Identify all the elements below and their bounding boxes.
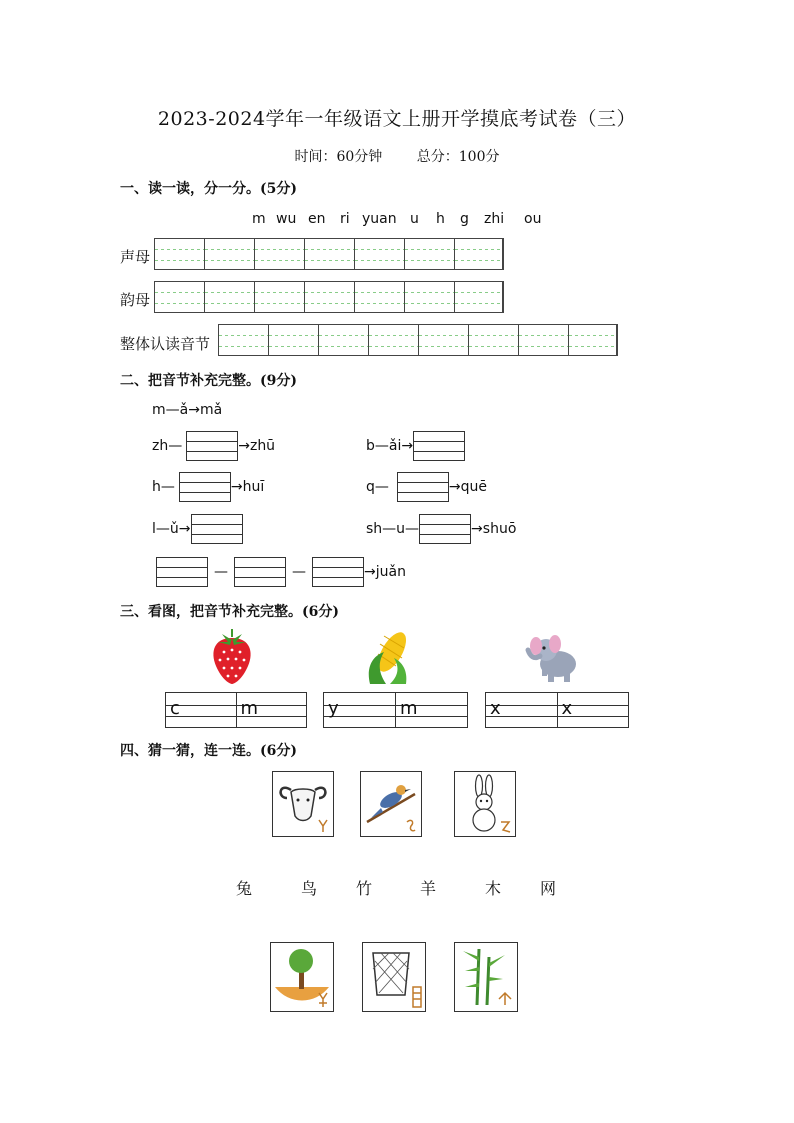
net-icon [363,943,425,1011]
page-subtitle [0,146,794,166]
syllable-item-juan: — — →juǎn [156,557,406,587]
pinyin-item: m [252,211,266,227]
char-item[interactable]: 竹 [356,879,373,898]
strawberry-icon [208,628,256,686]
four-line-box[interactable] [312,557,364,587]
net-card[interactable] [362,942,426,1012]
bird-icon [361,772,421,836]
four-line-box[interactable] [191,514,243,544]
syllable-item-bai: b—ǎi→ [366,431,465,461]
row-label-zhengti: 整体认读音节 [120,335,211,353]
char-item[interactable]: 鸟 [301,879,318,898]
syllable-item-shuo: sh—u— →shuō [366,514,516,544]
tree-icon [271,943,333,1011]
char-item[interactable]: 木 [485,879,502,898]
picture-syllable-box-1[interactable]: c m [165,692,307,728]
score-label: 总分：100分 [416,149,500,165]
row-label-shengmu: 声母 [120,248,151,266]
example-syllable: m—ǎ→mǎ [152,402,223,418]
pinyin-item: wu [276,211,297,227]
goat-card[interactable] [272,771,334,837]
grid-zhengti[interactable] [218,324,618,356]
rabbit-icon [455,772,515,836]
four-line-box[interactable] [419,514,471,544]
bamboo-icon [455,943,517,1011]
four-line-box[interactable] [186,431,238,461]
picture-syllable-box-3[interactable]: x x [485,692,629,728]
syllable-item-hui: h— →huī [152,472,264,502]
grid-yunmu[interactable] [154,281,504,313]
four-line-box[interactable] [397,472,449,502]
goat-icon [273,772,333,836]
four-line-box[interactable] [234,557,286,587]
pinyin-item: u [410,211,419,227]
bamboo-card[interactable] [454,942,518,1012]
pinyin-item: en [308,211,326,227]
pinyin-item: zhi [484,211,505,227]
four-line-box[interactable] [179,472,231,502]
syllable-item-que: q— →quē [366,472,487,502]
pinyin-item: h [436,211,445,227]
rabbit-card[interactable] [454,771,516,837]
row-label-yunmu: 韵母 [120,291,151,309]
char-item[interactable]: 网 [540,879,557,898]
grid-shengmu[interactable] [154,238,504,270]
page-title: 2023-2024学年一年级语文上册开学摸底考试卷（三） [157,108,637,130]
section3-heading: 三、看图，把音节补充完整。(6分) [120,604,339,620]
tree-card[interactable] [270,942,334,1012]
bird-card[interactable] [360,771,422,837]
syllable-item-lu: l—ǔ→ [152,514,243,544]
pinyin-item: g [460,211,469,227]
char-item[interactable]: 羊 [420,879,437,898]
corn-icon [362,628,414,686]
section1-heading: 一、读一读，分一分。(5分) [120,181,297,197]
pinyin-item: ou [524,211,542,227]
pinyin-item: ri [340,211,350,227]
section4-heading: 四、猜一猜，连一连。(6分) [120,743,297,759]
time-label: 时间：60分钟 [294,149,383,165]
section2-heading: 二、把音节补充完整。(9分) [120,373,297,389]
elephant-icon [524,630,584,686]
four-line-box[interactable] [413,431,465,461]
four-line-box[interactable] [156,557,208,587]
pinyin-item: yuan [362,211,397,227]
syllable-item-zhu: zh— →zhū [152,431,275,461]
char-item[interactable]: 兔 [236,879,253,898]
picture-syllable-box-2[interactable]: y m [323,692,468,728]
